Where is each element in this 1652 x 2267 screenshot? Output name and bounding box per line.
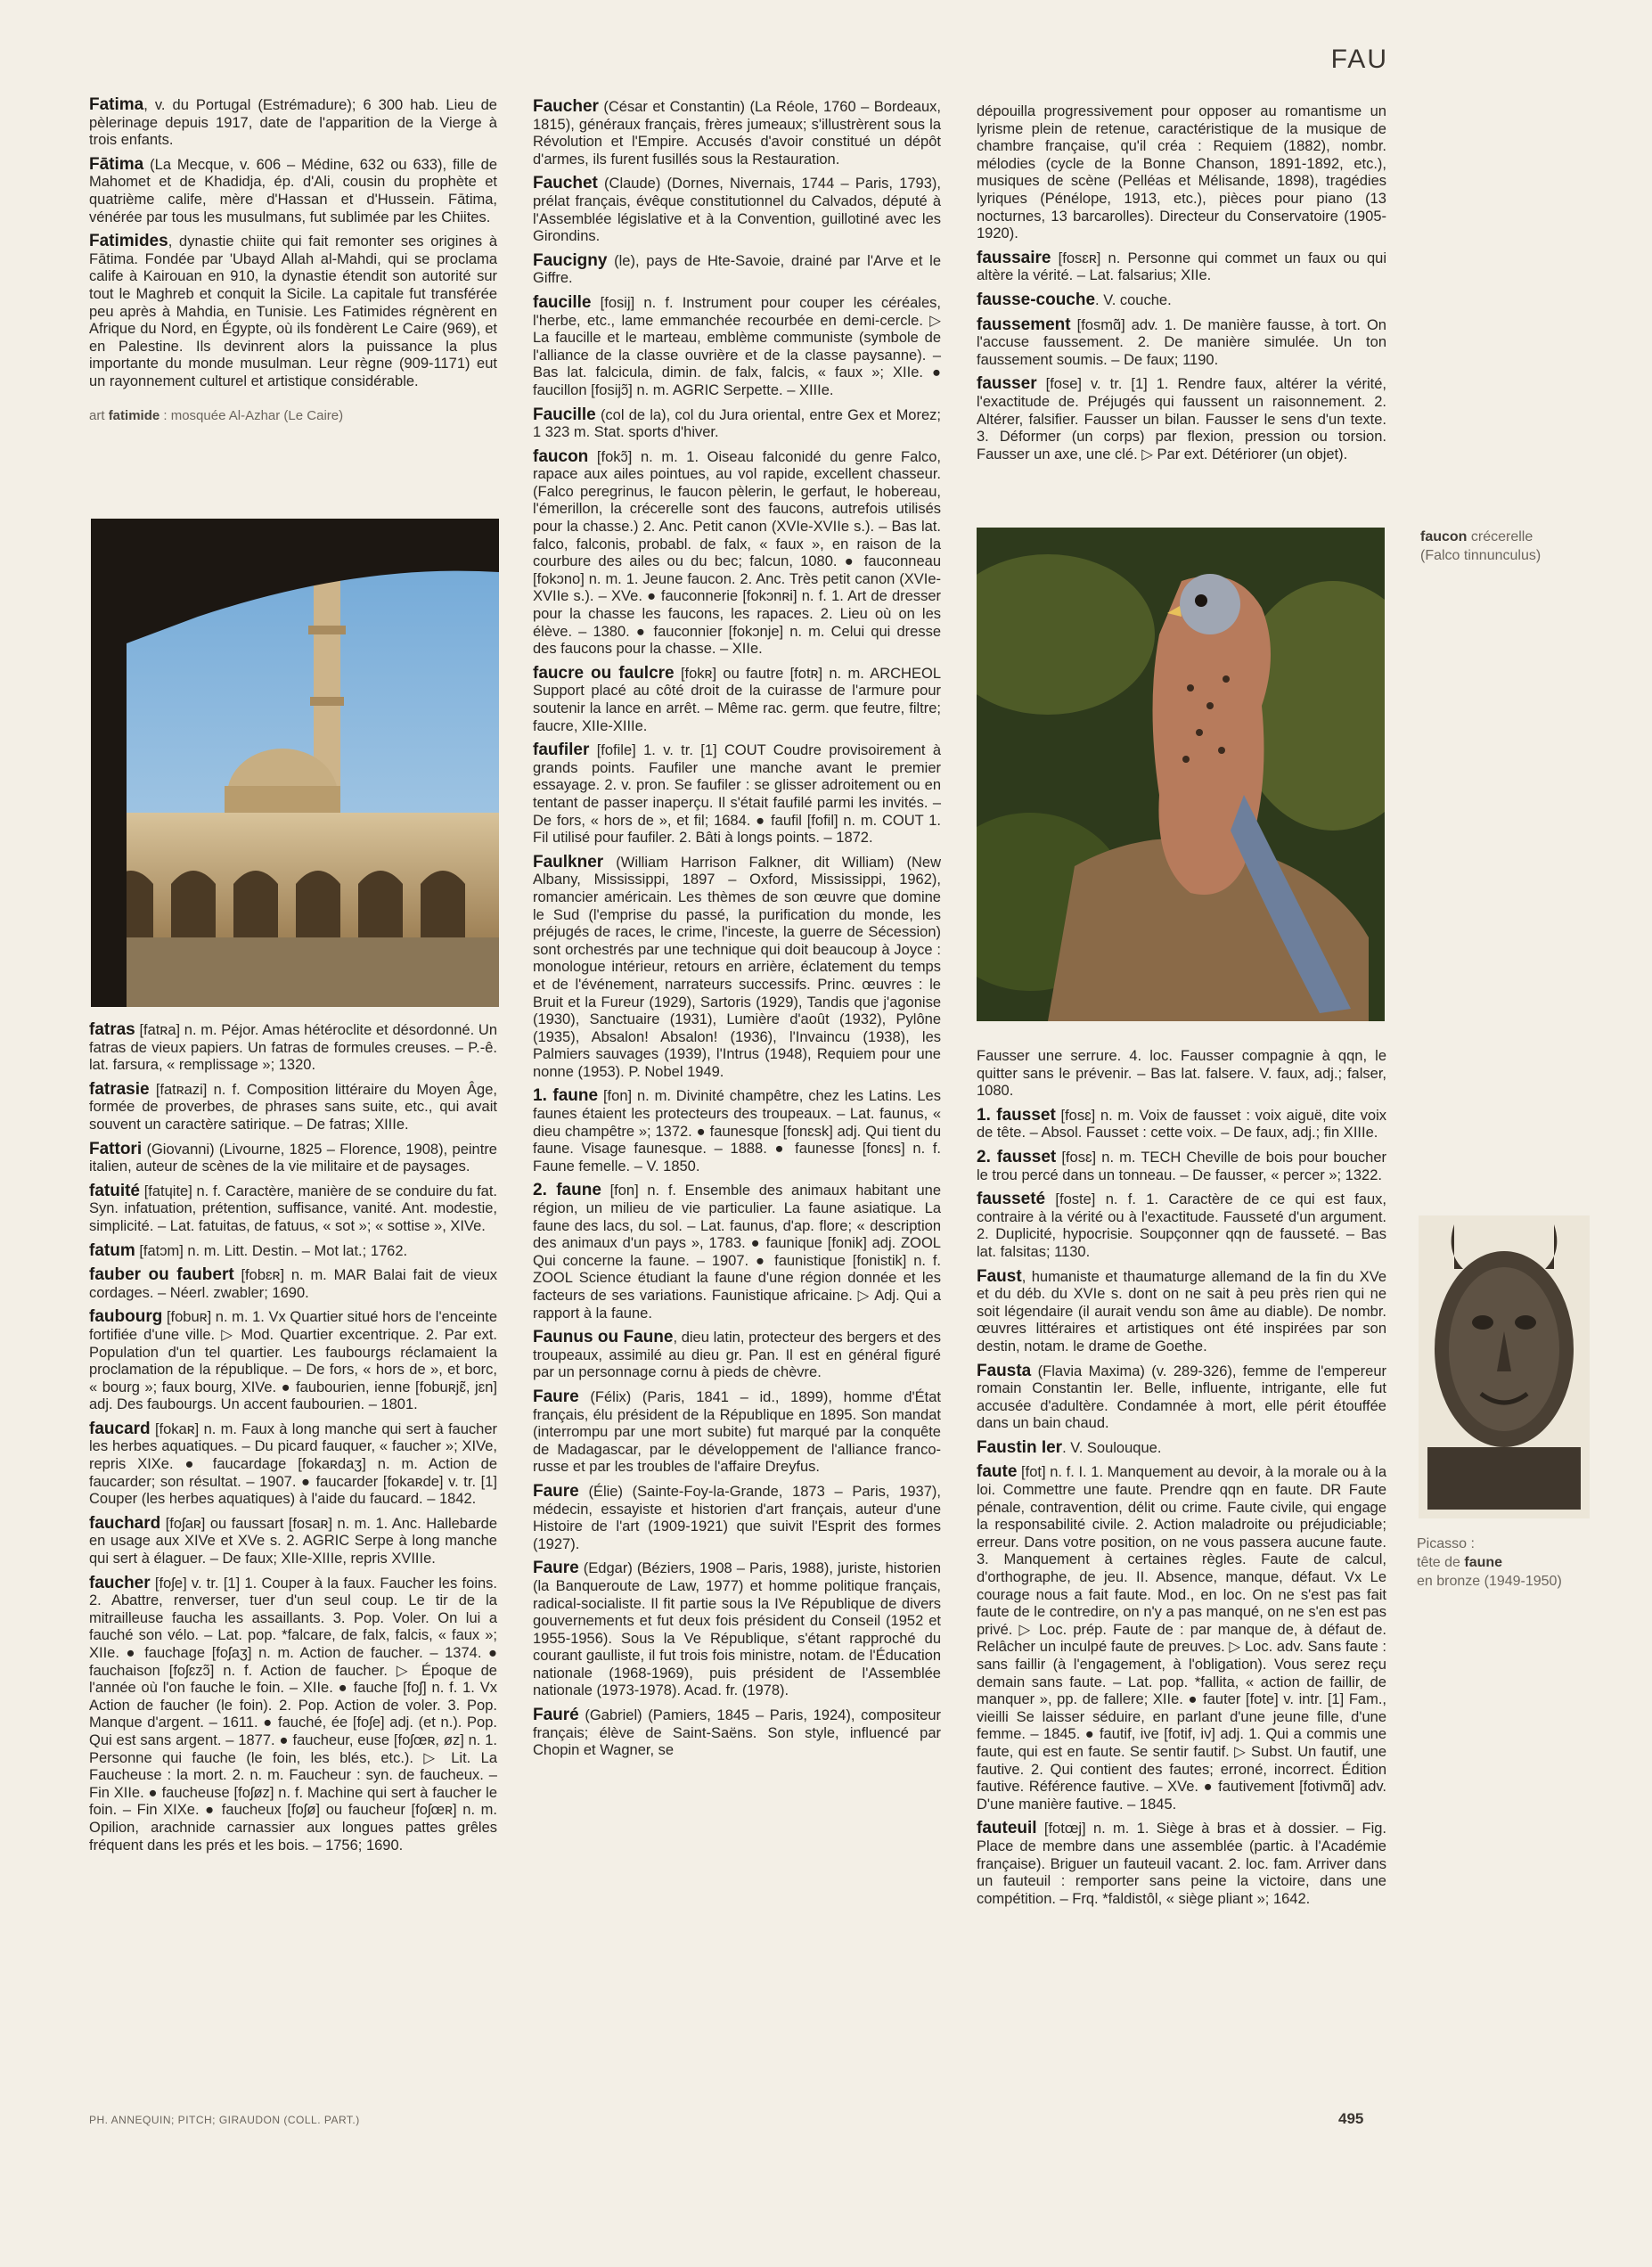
entry xyxy=(533,1329,941,1382)
headword: 1. faune xyxy=(533,1086,599,1106)
entry xyxy=(89,96,497,150)
entry xyxy=(89,1242,497,1261)
definition: [foʃe] v. tr. [1] 1. Couper à la faux. Faucher les foins. 2. Abattre, renverser, tuer d'un seul coup. Le tir de la mitrailleuse faucha les assaillants. 3. Pop. Voler. On lui a fauché son vélo. – Lat. pop. *falcare, de falx, falcis, « faux »; XIIe. ● fauchage [foʃaʒ] n. m. Action de faucher. – 1374. ● fauchaison [foʃɛzɔ̃] n. f. Action de faucher. ▷ Époque de l'année où l'on fauche le foin. – XIIe. ● fauche [foʃ] n. f. 1. Vx Action de faucher (le foin). 2. Pop. Action de voler. 3. Pop. Manque d'argent. – 1611. ● fauché, ée [foʃe] adj. (et n.). Pop. Qui est sans argent. – 1877. ● faucheur, euse [foʃœʀ, øz] n. 1. Personne qui fauche (le foin, les blés, etc.). ▷ Lit. La Faucheuse : la mort. 2. n. m. Faucheur : syn. de faucheux. – Fin XIIe. ● faucheuse [foʃøz] n. f. Machine qui sert à faucher le foin. – Fin XIXe. ● faucheux [foʃø] ou faucheur [foʃœʀ] n. m. Opilion, arachnide carnassier aux longues pattes grêles fréquent dans les prés et les bois. – 1756; 1690. xyxy=(89,1575,497,1854)
definition: dépouilla progressivement pour opposer au romantisme un lyrisme plein de retenue, caractéristique de la musique de chambre française, qu'il créa : Requiem (1882), nombr. mélodies (cycle de la Bonne Chanson, 1891-1892, etc.), musiques de scène (Pelléas et Mélisande, 1898), tragédies lyriques (Pénélope, 1913, etc.), pièces pour piano (13 nocturnes, 13 barcarolles). Directeur du Conservatoire (1905-1920). xyxy=(977,103,1386,242)
entry xyxy=(977,375,1386,463)
definition: [fon] n. f. Ensemble des animaux habitant une région, un milieu de vie particulier. La faune asiatique. La faune des lacs, du sol. – Lat. faunus, d'ap. flore; « description des animaux d'un pays », 1783. ● faunique [fonik] adj. ZOOL Qui concerne la faune. – 1907. ● faunistique [fonistik] n. f. ZOOL Science étudiant la faune d'une région donnée et les facteurs de ses variations. Faunistique africaine. ▷ Adj. Qui a rapport à la faune. xyxy=(533,1183,941,1322)
definition: (Claude) (Dornes, Nivernais, 1744 – Paris, 1793), prélat français, évêque constitutionnel du Calvados, député à l'Assemblée législative et à la Convention, guillotiné avec les Girondins. xyxy=(533,176,941,245)
column-1 xyxy=(89,96,497,437)
headword: faucon xyxy=(533,446,589,466)
entry xyxy=(533,1182,941,1322)
headword: Fausta xyxy=(977,1361,1032,1380)
definition: [fokʀ] ou fautre [fotʀ] n. m. ARCHEOL Support placé au côté droit de la cuirasse de l'armure pour soutenir la lance en arrêt. – Même rac. germ. que feutre, filtre; faucre, XIIe-XIIIe. xyxy=(533,665,941,734)
entry xyxy=(533,854,941,1082)
headword: faute xyxy=(977,1462,1018,1482)
headword: Faunus ou Faune xyxy=(533,1328,674,1347)
entry xyxy=(89,1515,497,1568)
definition: , dieu latin, protecteur des bergers et des troupeaux, assimilé au dieu gr. Pan. Il est en général figuré par un personnage cornu à pieds de chèvre. xyxy=(533,1330,941,1381)
entry xyxy=(89,1081,497,1134)
column-2 xyxy=(533,98,941,1766)
definition: (Giovanni) (Livourne, 1825 – Florence, 1908), peintre italien, auteur de scènes de la vie militaire et de paysages. xyxy=(89,1141,497,1175)
definition: [fatʀa] n. m. Péjor. Amas hétéroclite et désordonné. Un fatras de vieux papiers. Un fatras de formules creuses. – P.-ê. lat. farsura, « remplissage »; 1320. xyxy=(89,1022,497,1074)
entry xyxy=(89,156,497,226)
headword: fausseté xyxy=(977,1190,1046,1209)
definition: [fatɔm] n. m. Litt. Destin. – Mot lat.; 1762. xyxy=(135,1242,408,1259)
headword: Fātima xyxy=(89,154,144,174)
headword: Faure xyxy=(533,1559,579,1578)
headword: faussaire xyxy=(977,248,1051,267)
definition: [fokɔ̃] n. m. 1. Oiseau falconidé du genre Falco, rapace aux ailes pointues, au vol rapide, excellent chasseur. (Falco peregrinus, le faucon pèlerin, le gerfaut, le hobereau, l'émerillon, la crécerelle sont des faucons, autrefois utilisés pour la chasse.) 2. Anc. Petit canon (XVIe-XVIIe s.). – Bas lat. falco, falconis, probabl. de falx, « faux », en raison de la courbure des ailes ou du bec; falcun, 1080. ● fauconneau [fokɔno] n. m. 1. Jeune faucon. 2. Anc. Très petit canon (XVIe-XVIIe s.). – XVe. ● fauconnerie [fokɔnʀi] n. f. 1. Art de dresser pour la chasse les faucons, les rapaces. 2. Lieu où on les élève. – 1380. ● fauconnier [fokɔnje] n. m. Celui qui dresse des faucons pour la chasse. – XIIe. xyxy=(533,448,941,658)
entry xyxy=(977,1268,1386,1356)
definition: (Félix) (Paris, 1841 – id., 1899), homme d'État français, élu président de la République en 1895. Son mandat (interrompu par une mort subite) fut marqué par la conquête de Madagascar, par le développement de l'alliance franco-russe et par les troubles de l'affaire Dreyfus. xyxy=(533,1388,941,1476)
entry xyxy=(977,1149,1386,1184)
headword: fatrasie xyxy=(89,1079,150,1099)
headword: Fatimides xyxy=(89,232,168,251)
definition: (William Harrison Falkner, dit William) (New Albany, Mississippi, 1897 – Oxford, Mississippi, 1962), romancier américain. Les thèmes de son œuvre que domine le Sud (l'emprise du passé, la purification du monde, les préjugés de races, le crime, l'inceste, la guerre de Sécession) sont orchestrés par une technique qui doit beaucoup à Joyce : monologue intérieur, retours en arrière, éclatement du temps et de l'événement, narrateurs successifs. Princ. œuvres : le Bruit et la Fureur (1929), Sartoris (1929), Tandis que j'agonise (1930), Sanctuaire (1931), Lumière d'août (1932), Pylône (1935), Absalon! Absalon! (1936), l'Invaincu (1938), les Palmiers sauvages (1939), l'Intrus (1948), Requiem pour une nonne (1953). P. Nobel 1949. xyxy=(533,854,941,1080)
entry xyxy=(533,1087,941,1175)
definition: , humaniste et thaumaturge allemand de la fin du XVe et du déb. du XVIe s. dont on ne sait à peu près rien qui ne soit légendaire (il aurait vendu son âme au diable). De nombr. œuvres littéraires et artistiques ont été inspirées par son destin, notam. le drame de Goethe. xyxy=(977,1268,1386,1354)
definition: [fatɥite] n. f. Caractère, manière de se conduire du fat. Syn. infatuation, prétention, suffisance, vanité. Ant. modestie, simplicité. – Lat. fatuitas, de fatuus, « sot »; « sottise », XIVe. xyxy=(89,1183,497,1234)
definition: [foste] n. f. 1. Caractère de ce qui est faux, contraire à la vérité ou à l'exactitude. Fausseté d'un argument. 2. Duplicité, hypocrisie. Soupçonner qqn de fausseté. – Bas lat. falsitas; 1130. xyxy=(977,1191,1386,1260)
definition: Fausser une serrure. 4. loc. Fausser compagnie à qqn, le quitter sans le prévenir. – Bas lat. falsere. V. faux, adj.; falser, 1080. xyxy=(977,1048,1386,1100)
headword: Faulkner xyxy=(533,852,604,872)
entry xyxy=(533,665,941,735)
entry xyxy=(533,175,941,245)
headword: faubourg xyxy=(89,1307,163,1327)
mosque-photo xyxy=(91,519,499,1007)
headword: 2. faune xyxy=(533,1181,601,1200)
entries-fatima xyxy=(89,96,497,391)
definition: [foʃaʀ] ou faussart [fosaʀ] n. m. 1. Anc. Hallebarde en usage aux XIVe et XVe s. 2. AGRIC Serpe à long manche qui sert à élaguer. – De faux; XIIe-XIIIe, repris XVIIIe. xyxy=(89,1515,497,1567)
definition: (col de la), col du Jura oriental, entre Gex et Morez; 1 323 m. Stat. sports d'hiver. xyxy=(533,406,941,441)
faun-head-caption: Picasso : tête de faune en bronze (1949-1950) xyxy=(1417,1536,1562,1589)
definition: . V. Soulouque. xyxy=(1062,1439,1162,1456)
headword: Faustin Ier xyxy=(977,1437,1063,1457)
entry xyxy=(89,1308,497,1414)
definition: (le), pays de Hte-Savoie, drainé par l'Arve et le Giffre. xyxy=(533,252,941,287)
entry xyxy=(89,1266,497,1302)
headword: faufiler xyxy=(533,741,590,760)
entry xyxy=(533,252,941,288)
headword: fatras xyxy=(89,1020,135,1039)
headword: Fattori xyxy=(89,1139,143,1158)
headword: Faucher xyxy=(533,97,599,116)
entry xyxy=(977,1439,1386,1458)
definition: (Flavia Maxima) (v. 289-326), femme de l'empereur romain Constantin Ier. Belle, influente, intrigante, elle fut accusée d'adultère. Condamnée à mort, elle périt étouffée dans un bain chaud. xyxy=(977,1363,1386,1432)
definition: (La Mecque, v. 606 – Médine, 632 ou 633), fille de Mahomet et de Khadidja, ép. d'Ali, cousin du prophète et quatrième calife, mère d'Hassan et d'Hussein. Fātima, vénérée par tous les musulmans, fut sublimée par les Chiites. xyxy=(89,156,497,225)
entry xyxy=(89,1420,497,1509)
headword: Faucigny xyxy=(533,250,608,270)
entry xyxy=(533,98,941,168)
entry xyxy=(89,1183,497,1236)
definition: [fosɛʀ] n. Personne qui commet un faux ou qui altère la vérité. – Lat. falsarius; XIIe. xyxy=(977,250,1386,284)
mosque-caption: art fatimide : mosquée Al-Azhar (Le Caire) xyxy=(89,407,344,423)
faun-head-photo xyxy=(1419,1215,1590,1518)
definition: [fotœj] n. m. 1. Siège à bras et à dossier. – Fig. Place de membre dans une assemblée (partic. à l'Académie française). Briguer un fauteuil vacant. 2. loc. fam. Arriver dans un fauteuil : remporter sans peine la victoire, dans une compétition. – Frq. *faldistôl, « siège pliant »; 1642. xyxy=(977,1821,1386,1907)
headword: fauteuil xyxy=(977,1819,1037,1838)
headword: Fauré xyxy=(533,1706,579,1725)
definition: , dynastie chiite qui fait remonter ses origines à Fātima. Fondée par 'Ubayd Allah al-Mahdi, qui se proclama calife à Kairouan en 910, la dynastie étendit son autorité sur tout le Maghreb et conquit la Sicile. La capitale fut transférée peu après à Mahdia, en Tunisie. Les Fatimides régnèrent en Afrique du Nord, en Égypte, où ils fondèrent Le Caire (969), et en Palestine. Ils devinrent alors la puissance la plus importante du monde musulman. Leur règne (909-1171) eut un rayonnement culturel et artistique considérable. xyxy=(89,233,497,389)
headword: Faucille xyxy=(533,405,596,424)
entry xyxy=(533,1706,941,1760)
definition: . V. couche. xyxy=(1095,291,1172,308)
definition: [fosɛ] n. m. TECH Cheville de bois pour boucher le trou percé dans un tonneau. – De fausser, « percer »; 1322. xyxy=(977,1149,1386,1183)
headword: fausse-couche xyxy=(977,290,1096,309)
entry xyxy=(533,1388,941,1477)
entry xyxy=(533,1483,941,1553)
headword: fauchard xyxy=(89,1513,161,1533)
headword: faucher xyxy=(89,1573,151,1592)
entry xyxy=(977,316,1386,370)
definition: [fosmɑ̃] adv. 1. De manière fausse, à tort. On l'accuse faussement. 2. De manière simulée. Un ton faussement soumis. – De faux; 1190. xyxy=(977,316,1386,368)
definition: [fosɛ] n. m. Voix de fausset : voix aiguë, dite voix de tête. – Absol. Fausset : cette voix. – De faux, adj.; fin XIIIe. xyxy=(977,1107,1386,1142)
page-guide-word: FAU xyxy=(1330,45,1388,74)
entry xyxy=(533,406,941,442)
entry xyxy=(89,1141,497,1176)
definition: [fot] n. f. I. 1. Manquement au devoir, à la morale ou à la loi. Commettre une faute. Prendre qqn en faute. DR Faute pénale, contravention, délit ou crime. Faute civile, qui engage la responsabilité civile. 2. Action maladroite ou préjudiciable; erreur. Dans votre position, on ne vous passera aucune faute. 3. Manquement à certaines règles. Faute de calcul, d'orthographe, de jeu. II. Absence, manque, défaut. Vx Le courage nous a fait faute. Mod., en loc. On ne s'est pas fait faute de le contredire, on n'y a pas manqué, on ne s'en est pas privé. ▷ Loc. prép. Faute de : par manque de, à défaut de. Relâcher un inculpé faute de preuves. ▷ Loc. adv. Sans faute : sans faillir (à l'engagement, à l'obligation). Vous serez reçu demain sans faute. – Lat. pop. *fallita, « action de faillir, de manquer », pp. de fallere; XIIe. ● fauter [fote] v. intr. [1] Fam., vieilli Se laisser séduire, en parlant d'une jeune fille, d'une femme. – 1845. ● fautif, ive [fotif, iv] adj. 1. Qui a commis une faute, qui est en faute. Se sentir fautif. ▷ Subst. Un fautif, une fautive. 2. Qui contient des fautes; erroné, incorrect. Édition fautive. Référence fautive. – XVe. ● fautivement [fotivmɑ̃] adv. D'une manière fautive. – 1845. xyxy=(977,1464,1386,1813)
falcon-photo xyxy=(977,528,1385,1021)
entry xyxy=(977,1107,1386,1142)
entry xyxy=(977,250,1386,285)
falcon-caption: faucon crécerelle (Falco tinnunculus) xyxy=(1420,529,1542,563)
entry-continued xyxy=(977,103,1386,243)
definition: [fatʀazi] n. f. Composition littéraire du Moyen Âge, formée de proverbes, de phrases sans suite, etc., qui avait souvent un caractère satirique. – De fatras; XIIIe. xyxy=(89,1081,497,1133)
headword: fausser xyxy=(977,374,1037,394)
definition: [fofile] 1. v. tr. [1] COUT Coudre provisoirement à grands points. Faufiler une manche avant le premier essayage. 2. v. pron. Se faufiler : se glisser adroitement ou en tentant de passer inaperçu. Il s'était faufilé parmi les invités. – De fors, « hors de », et fil; 1684. ● faufil [fofil] n. m. COUT 1. Fil utilisé pour faufiler. 2. Bâti à longs points. – 1872. xyxy=(533,742,941,847)
entry xyxy=(89,1575,497,1855)
headword: faucille xyxy=(533,292,592,312)
headword: Faust xyxy=(977,1266,1022,1286)
photo-credits: PH. ANNEQUIN; PITCH; GIRAUDON (COLL. PART.) xyxy=(89,2114,360,2126)
definition: , v. du Portugal (Estrémadure); 6 300 hab. Lieu de pèlerinage depuis 1917, date de l'apparition de la Vierge à trois enfants. xyxy=(89,97,497,149)
entry xyxy=(533,1559,941,1700)
headword: faucard xyxy=(89,1419,151,1438)
definition: [fose] v. tr. [1] 1. Rendre faux, altérer la vérité, l'exactitude de. Préjugés qui faussent un raisonnement. 2. Altérer, falsifier. Fausser un bilan. Fausser le sens d'un texte. 3. Déformer (un corps) par flexion, pression ou torsion. Fausser un axe, une clé. ▷ Par ext. Détériorer (un objet). xyxy=(977,376,1386,462)
headword: faucre ou faulcre xyxy=(533,663,675,683)
headword: 1. fausset xyxy=(977,1105,1056,1125)
headword: Faure xyxy=(533,1387,579,1406)
definition: [fokaʀ] n. m. Faux à long manche qui sert à faucher les herbes aquatiques. – Du picard fauquer, « faucher »; XIVe, repris XIXe. ● faucardage [fokaʀdaʒ] n. m. Action de faucarder; son résultat. – 1907. ● faucarder [fokaʀde] v. tr. [1] Couper (les herbes aquatiques) à l'aide du faucard. – 1842. xyxy=(89,1420,497,1508)
column-3-bottom xyxy=(977,1048,1386,1914)
entry xyxy=(533,741,941,847)
entry-continued xyxy=(977,1048,1386,1101)
headword: Fauchet xyxy=(533,174,598,193)
headword: fatuité xyxy=(89,1181,140,1200)
definition: (César et Constantin) (La Réole, 1760 – Bordeaux, 1815), généraux français, frères jumeaux; s'illustrèrent sous la Révolution et l'Empire. Accusés d'avoir constitué un dépôt d'armes, ils furent fusillés sous la Restauration. xyxy=(533,99,941,168)
entry xyxy=(977,1191,1386,1261)
column-1-entries xyxy=(89,1021,497,1861)
column-3-top xyxy=(977,103,1386,470)
entry xyxy=(977,1463,1386,1813)
entry xyxy=(89,1021,497,1075)
definition: (Gabriel) (Pamiers, 1845 – Paris, 1924), compositeur français; élève de Saint-Saëns. Son style, influencé par Chopin et Wagner, se xyxy=(533,1707,941,1759)
entry xyxy=(977,291,1386,310)
definition: [fobɛʀ] n. m. MAR Balai fait de vieux cordages. – Néerl. zwabler; 1690. xyxy=(89,1267,498,1301)
headword: fauber ou faubert xyxy=(89,1265,234,1285)
definition: [fobuʀ] n. m. 1. Vx Quartier situé hors de l'enceinte fortifiée d'une ville. ▷ Mod. Quartier excentrique. 2. Par ext. Population d'un tel quartier. Les faubourgs réclamaient la proclamation de la république. – De fors, « hors de », et borc, « bourg »; faux bourg, XIVe. ● faubourien, ienne [fobuʀjɛ̃, jɛn] adj. Des faubourgs. Un accent faubourien. – 1801. xyxy=(89,1309,497,1413)
headword: 2. fausset xyxy=(977,1147,1057,1166)
entry xyxy=(977,1820,1386,1908)
entry xyxy=(89,233,497,390)
entry xyxy=(533,448,941,659)
page-number: 495 xyxy=(1338,2110,1364,2127)
definition: [fon] n. m. Divinité champêtre, chez les Latins. Les faunes étaient les protecteurs des troupeaux. – Lat. faunus, « dieu champêtre »; 1372. ● faunesque [fonɛsk] adj. Qui tient du faune. Visage faunesque. – 1888. ● faunesse [fonɛs] n. f. Faune femelle. – V. 1850. xyxy=(533,1088,941,1174)
headword: fatum xyxy=(89,1240,135,1260)
entry xyxy=(977,1363,1386,1433)
headword: Fatima xyxy=(89,95,144,114)
definition: (Edgar) (Béziers, 1908 – Paris, 1988), juriste, historien (la Banqueroute de Law, 1977) et homme politique français, radical-socialiste. Il fit partie sous la IVe République de divers gouvernements et fut deux fois président du Conseil (1952 et 1955-1956). Sous la Ve République, s'étant rapproché du courant gaulliste, il fut trois fois ministre, notam. de l'Éducation nationale (1968-1969), puis président de l'Assemblée nationale (1973-1978). Acad. fr. (1978). xyxy=(533,1560,941,1699)
headword: faussement xyxy=(977,315,1071,334)
headword: Faure xyxy=(533,1481,579,1501)
definition: (Élie) (Sainte-Foy-la-Grande, 1873 – Paris, 1937), médecin, essayiste et historien d'art français, auteur d'une Histoire de l'art (1909-1921) que suivit l'Esprit des formes (1927). xyxy=(533,1483,941,1552)
definition: [fosij] n. f. Instrument pour couper les céréales, l'herbe, etc., lame emmanchée recourbée en demi-cercle. ▷ La faucille et le marteau, emblème communiste (symbole de l'alliance de la classe ouvrière et de la classe paysanne). – Bas lat. falcicula, dimin. de falx, falcis, « faux »; XIIe. ● faucillon [fosijɔ̃] n. m. AGRIC Serpette. – XIIIe. xyxy=(533,294,941,398)
entry xyxy=(533,294,941,400)
